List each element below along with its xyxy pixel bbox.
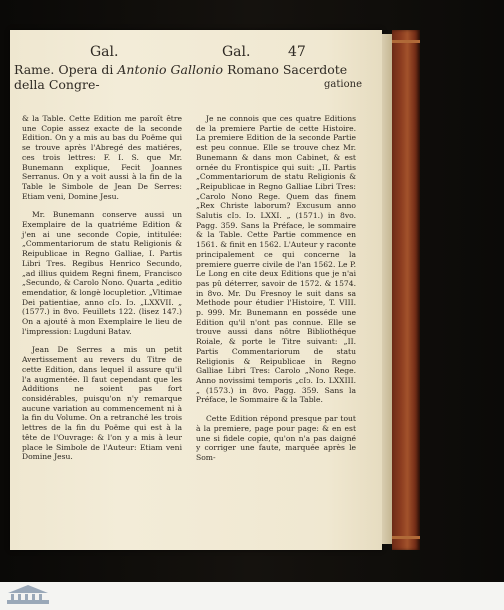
title-continuation: gatione [324,79,362,90]
running-head-middle: Gal. [222,44,251,60]
page-edge [382,34,392,544]
right-column [196,114,356,472]
paragraph: Jean De Serres a mis un petit Avertissement au revers du Titre de cette Edition, dans lequel il assure qu'il l'a augmentée. Il faut cependant que les Additions ne soient pas fort considérables, puisqu'on n'y remarque aucune variation au commencement ni à la fin du Volume. On a retranché les trois lettres de la fin du Poëme qui est à la tête de l'Ouvrage: & l'on y a mis à leur place le Simbole de l'Auteur: Etiam veni Domine Jesu. [22,345,182,462]
paragraph: Cette Edition répond presque par tout à la premiere, page pour page: & en est une si fidele copie, qu'on n'a pas daigné y corriger une faute, marquée après le Som- [196,414,356,462]
spine-band [392,536,420,539]
spine-band [392,40,420,43]
book-spine [392,30,420,550]
library-logo-icon [6,584,50,606]
paragraph: & la Table. Cette Edition me paroît être une Copie assez exacte de la seconde Edition. On y a mis au bas du Poëme qui se trouve après l'Abregé des matiéres, ces trois lettres: F. I. S. que Mr. Bunemann explique, Fecit Joannes Serranus. On y a voit aussi à la fin de la Table le Simbole de Jean De Serres: Etiam veni, Domine Jesu. [22,114,182,201]
running-head-left: Gal. [90,44,119,60]
title-rest: Romano Sacerdote della Congre- [14,62,348,92]
running-head [10,44,382,62]
page-number: 47 [288,44,306,60]
paragraph: Mr. Bunemann conserve aussi un Exemplaire de la quatriéme Edition & j'en ai une seconde Copie, intitulée: „Commentariorum de statu Religionis & Reipublicae in Regno Galliae, I. Partis Libri Tres. Regibus Henrico Secundo, „ad illius quidem Regni finem, Francisco „Secundo, & Carolo Nono. Quarta „editio emendatior, & longè locupletior. „Vltimae Dei patientiae, anno cIↄ. Iↄ. „LXXVII. „ (1577.) in 8vo. Feuillets 122. (lisez 147.) On a ajouté à mon Exemplaire le lieu de l'impression: Lugduni Batav. [22,210,182,336]
viewer-footer [0,582,504,610]
left-column [22,114,182,471]
title-author: Antonio Gallonio [117,62,224,77]
title-prefix: Rame. Opera di [14,62,118,77]
paragraph: Je ne connois que ces quatre Editions de la premiere Partie de cette Histoire. La premiere Edition de la seconde Partie est peu connue. Elle se trouve chez Mr. Bunemann & dans mon Cabinet, & est ornée du Frontispice qui suit: „II. Partis „Commentariorum de statu Religionis & „Reipublicae in Regno Galliae Libri Tres: „Carolo Nono Rege. Quem das finem „Rex Christe laborum? Excusum anno Salutis cIↄ. Iↄ. LXXI. „ (1571.) in 8vo. Pagg. 359. Sans la Préface, le sommaire & la Table. Cette Partie commence en 1561. & finit en 1562. L'Auteur y raconte principalement ce qui concerne la premiere guerre civile de l'an 1562. Le P. Le Long en cite deux Editions que je n'ai pas pû déterrer, savoir de 1572. & 1574. in 8vo. Mr. Du Fresnoy le suit dans sa Methode pour étudier l'Histoire, T. VIII. p. 999. Mr. Bunemann en posséde une Edition qu'il n'ont pas connue. Elle se trouve aussi dans nôtre Bibliothéque Roiale, & porte le Titre suivant: „II. Partis Commentariorum de statu Religionis & Reipublicae in Regno Galliae Libri Tres: Carolo „Nono Rege. Anno novissimi temporis „cIↄ. Iↄ. LXXIII. „ (1573.) in 8vo. Pagg. 359. Sans la Préface, le Sommaire & la Table. [196,114,356,405]
